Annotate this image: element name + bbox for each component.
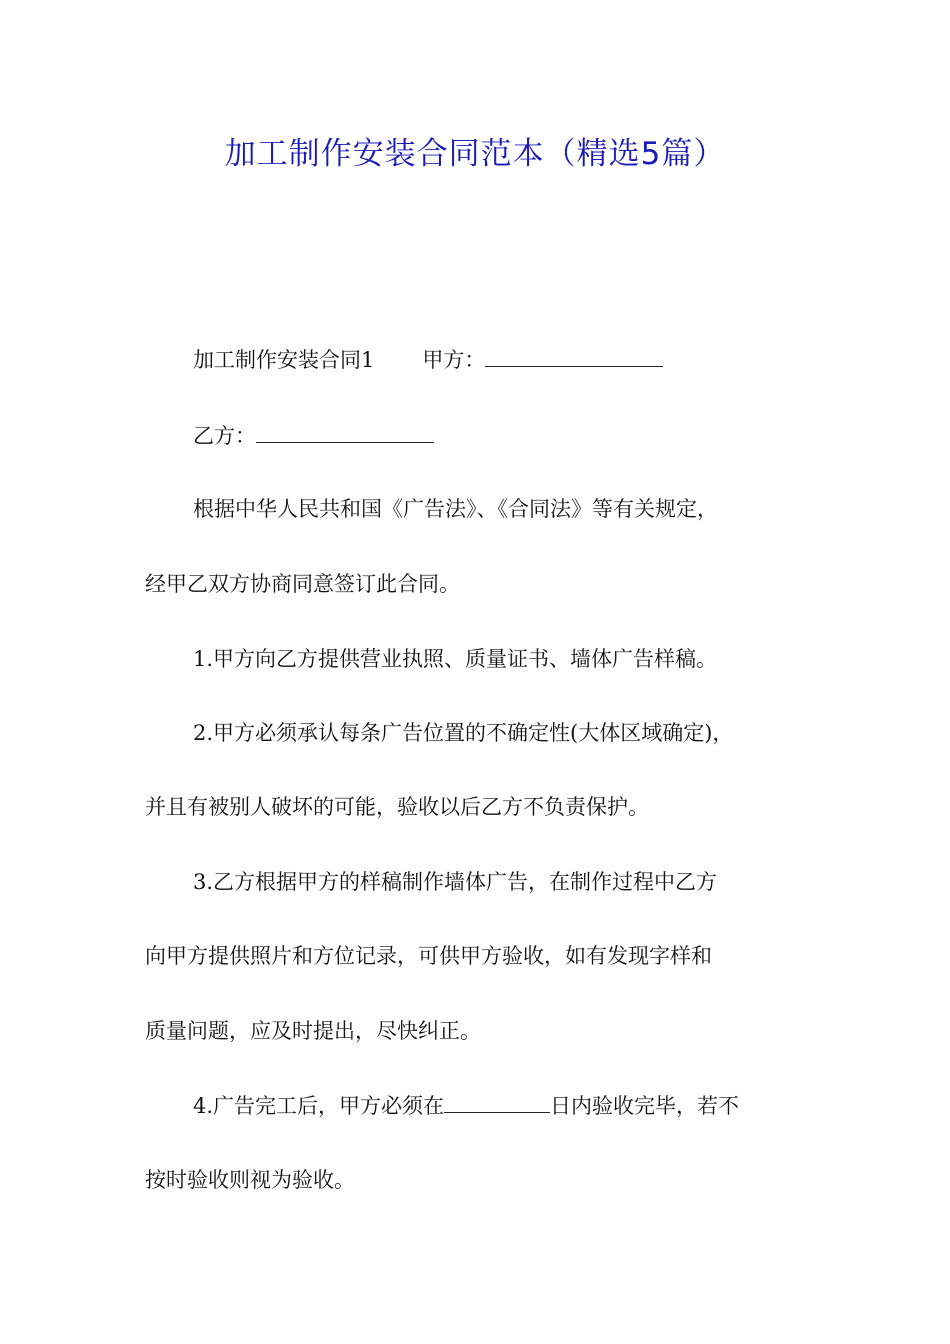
clause-1: 1.甲方向乙方提供营业执照、质量证书、墙体广告样稿。 xyxy=(193,647,718,671)
clause-4 xyxy=(193,1088,913,1124)
contract-heading: 加工制作安装合同1 xyxy=(193,348,375,372)
clause-2: 2.甲方必须承认每条广告位置的不确定性(大体区域确定)， xyxy=(193,721,734,745)
clause-4-text: 4.广告完工后，甲方必须在 xyxy=(193,1094,445,1118)
party-b-line xyxy=(193,418,913,454)
paragraph-line: 根据中华人民共和国《广告法》、《合同法》等有关规定， xyxy=(193,497,718,521)
party-b-blank xyxy=(256,420,434,443)
contract-heading-line xyxy=(193,342,913,378)
clause-2-cont: 并且有被别人破坏的可能，验收以后乙方不负责保护。 xyxy=(145,795,649,819)
paragraph-line: 经甲乙双方协商同意签订此合同。 xyxy=(145,572,460,596)
days-blank xyxy=(444,1090,550,1113)
document-title: 加工制作安装合同范本（精选5篇） xyxy=(224,136,726,172)
party-a-blank xyxy=(485,344,663,367)
party-b-label: 乙方： xyxy=(193,424,256,448)
clause-4-after: 日内验收完毕，若不 xyxy=(550,1094,740,1118)
clause-3-cont: 向甲方提供照片和方位记录，可供甲方验收，如有发现字样和 xyxy=(145,944,712,968)
clause-4-cont: 按时验收则视为验收。 xyxy=(145,1168,355,1192)
party-a-label: 甲方： xyxy=(422,348,486,372)
clause-3: 3.乙方根据甲方的样稿制作墙体广告，在制作过程中乙方 xyxy=(193,870,718,894)
clause-3-cont: 质量问题，应及时提出，尽快纠正。 xyxy=(145,1019,481,1043)
